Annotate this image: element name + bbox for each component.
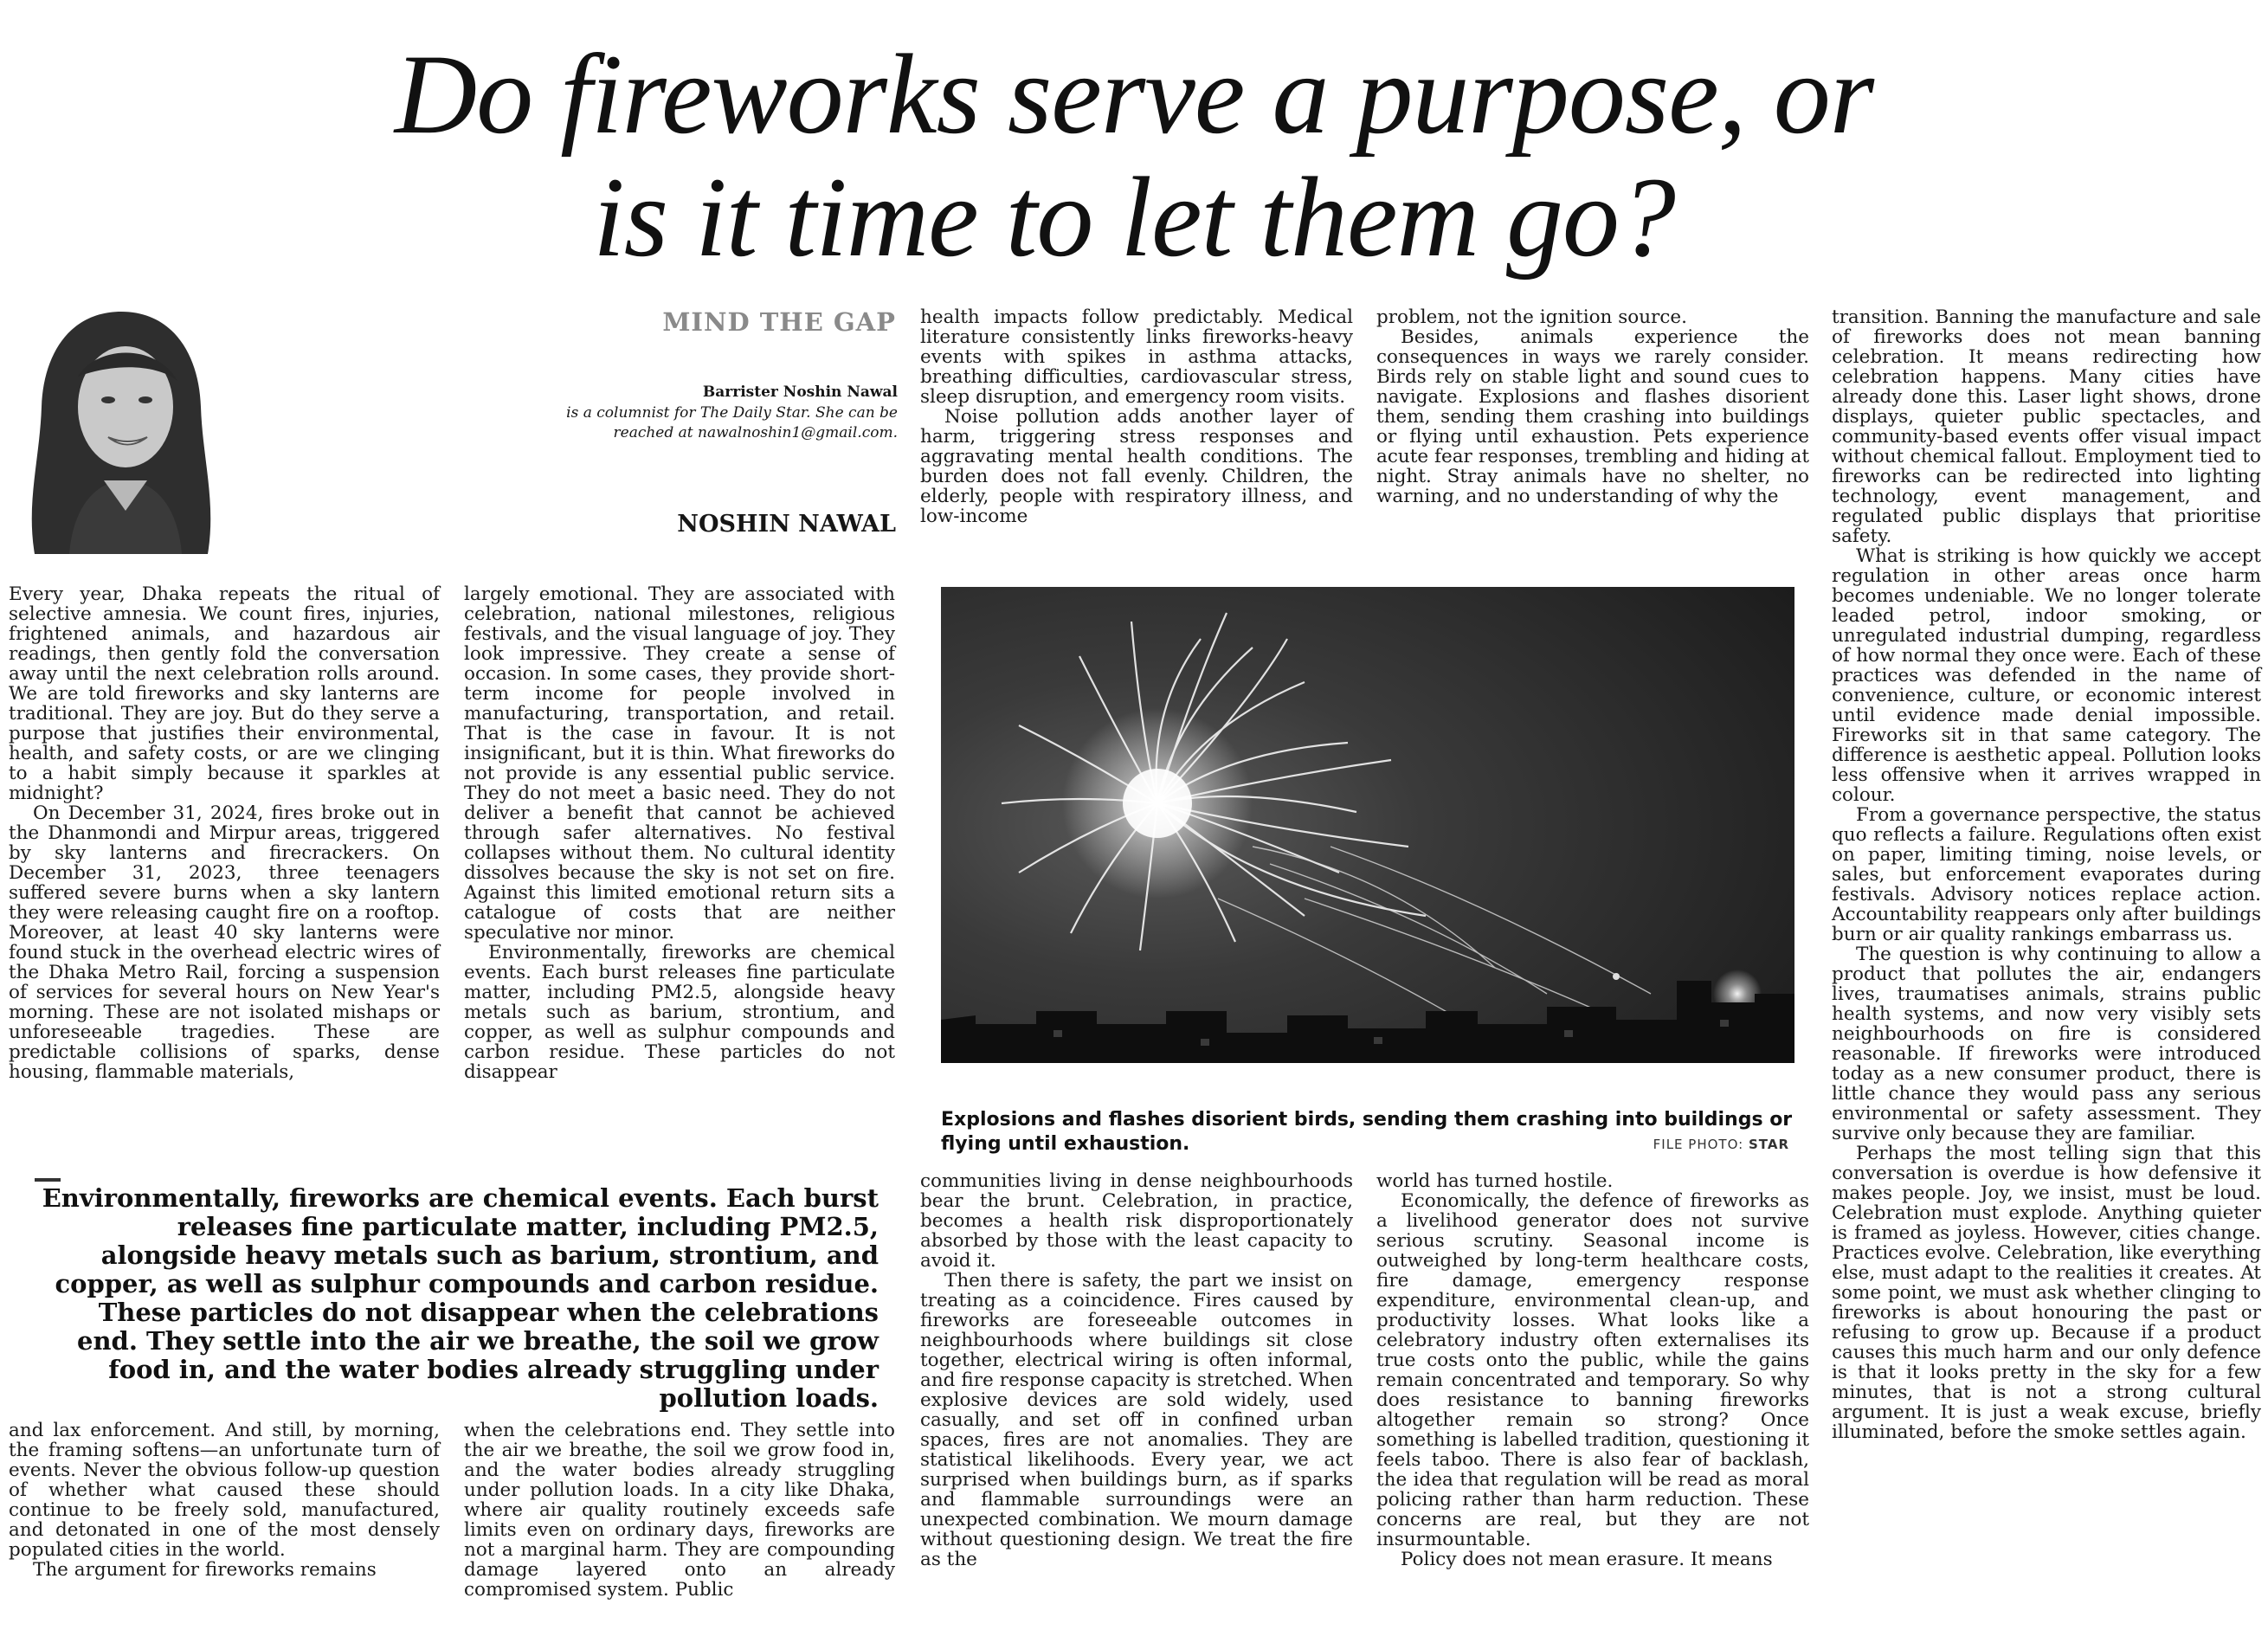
paragraph: problem, not the ignition source. [1376,306,1687,328]
paragraph: The question is why continuing to allow a product that pollutes the air, endangers lives, traumatises animals, strains public health systems, and now very visibly sets neighbourhoods on fire is considered reasonable. If fireworks were introduced today as a new consumer product, there is little chance they would pass any serious environmental or safety assessment. They survive only because they are familiar. [1832,944,2261,1144]
article-column-2-top [464,584,895,1082]
paragraph: Then there is safety, the part we insist on treating as a coincidence. Fires caused by fireworks are foreseeable outcomes in neighbourhoods where buildings sit close together, electrical wiring is often informal, and fire response capacity is stretched. When explosive devices are sold widely, used casually, and set off in confined urban spaces, fires are not anomalies. They are statistical likelihoods. Every year, we act surprised when buildings burn, as if sparks and flammable surroundings were an unexpected combination. We mourn damage without questioning design. We treat the fire as the [920,1270,1353,1570]
paragraph: Policy does not mean erasure. It means [1401,1549,1773,1570]
byline-bio-2: reached at nawalnoshin1@gmail.com. [613,424,898,441]
photo-credit-label: FILE PHOTO: [1653,1137,1744,1152]
paragraph: Economically, the defence of fireworks as a livelihood generator does not survive serious scrutiny. Seasonal income is outweighed by long-term healthcare costs, fire damage, emergency response expenditure, environmental clean-up, and productivity losses. What looks like a celebratory industry often externalises its true costs onto the public, while the gains remain concentrated and temporary. So why does resistance to banning fireworks altogether remain so strong? Once something is labelled tradition, questioning it feels taboo. There is also fear of backlash, the idea that regulation will be read as moral policing rather than harm reduction. These concerns are real, but they are not insurmountable. [1376,1190,1809,1550]
paragraph: communities living in dense neighbourhoods bear the brunt. Celebration, in practice, becomes a health risk disproportionately absorbed by those with the least capacity to avoid it. [920,1170,1353,1272]
paragraph: largely emotional. They are associated with celebration, national milestones, religious festivals, and the visual language of joy. They look impressive. They create a sense of occasion. In some cases, they provide short-term income for people involved in manufacturing, transportation, and retail. That is the case in favour. It is not insignificant, but it is thin. What fireworks do not provide is any essential public service. They do not meet a basic need. They do not deliver a benefit that cannot be achieved through safer alternatives. No festival collapses without them. No cultural identity dissolves because the sky is not set on fire. Against this limited emotional return sits a catalogue of costs that are neither speculative nor minor. [464,583,895,944]
article-column-1-bottom [9,1421,440,1580]
author-portrait [17,294,225,554]
photo-credit-source: STAR [1748,1137,1789,1152]
headline [0,30,2268,280]
headline-line-2: is it time to let them go? [593,153,1675,280]
paragraph: Besides, animals experience the consequences in ways we rarely consider. Birds rely on stable light and sound cues to navigate. Explosions and flashes disorient them, sending them crashing into buildings or flying until exhaustion. Pets experience acute fear responses, trembling and hiding at night. Stray animals have no shelter, no warning, and no understanding of why the [1376,326,1809,507]
photo-caption: Explosions and flashes disorient birds, sending them crashing into buildings or flying until exhaustion. [941,1109,1793,1155]
byline-bio-1: is a columnist for The Daily Star. She can be [566,404,898,422]
headline-line-1: Do fireworks serve a purpose, or [394,30,1874,158]
paragraph: Perhaps the most telling sign that this conversation is overdue is how defensive it makes people. Joy, we insist, must be loud. Celebration must explode. Anything quieter is framed as joyless. However, cities change. Practices evolve. Celebration, like everything else, must adapt to the realities it creates. At some point, we must ask whether clinging to fireworks is about honouring the past or refusing to grow up. Because if a product causes this much harm and our only defence is that it looks pretty in the sky for a few minutes, that is not a strong cultural argument. It is just a weak excuse, briefly illuminated, before the smoke settles again. [1832,1143,2261,1443]
paragraph: What is striking is how quickly we accept regulation in other areas once harm becomes undeniable. We no longer tolerate leaded petrol, indoor smoking, or unregulated industrial dumping, regardless of how normal they once were. Each of these practices was defended in the name of convenience, culture, or economic interest until evidence made denial impossible. Fireworks sit in that same category. The difference is aesthetic appeal. Pollution looks less offensive when it arrives wrapped in colour. [1832,545,2261,806]
article-column-5 [1832,307,2261,1442]
column-kicker: MIND THE GAP [662,307,896,337]
paragraph: transition. Banning the manufacture and sale of fireworks does not mean banning celebration. It means redirecting how celebration happens. Many cities have already done this. Laser light shows, drone displays, quieter public spectacles, and community-based events offer visual impact without chemical fallout. Employment tied to fireworks can be redirected into lighting technology, event management, and regulated public displays that prioritise safety. [1832,306,2261,547]
article-column-2-bottom [464,1421,895,1600]
paragraph: world has turned hostile. [1376,1170,1614,1192]
paragraph: Noise pollution adds another layer of harm, triggering stress responses and aggravating mental health conditions. The burden does not fall evenly. Children, the elderly, people with respiratory illness, and low-income [920,406,1353,527]
article-column-4-bottom [1376,1171,1809,1569]
pull-quote-rule [35,1178,61,1182]
paragraph: From a governance perspective, the status quo reflects a failure. Regulations often exist on paper, limiting timing, noise levels, or sales, but enforcement evaporates during festivals. Advisory notices replace action. Accountability reappears only after buildings burn or air quality rankings embarrass us. [1832,804,2261,945]
photo-credit [1653,1137,1789,1152]
pull-quote: Environmentally, fireworks are chemical events. Each burst releases fine particulate matter, including PM2.5, alongside heavy metals such as barium, strontium, and copper, as well as sulphur compounds and carbon residue. These particles do not disappear when the celebrations end. They settle into the air we breathe, the soil we grow food in, and the water bodies already struggling under pollution loads. [42,1183,879,1413]
paragraph: Every year, Dhaka repeats the ritual of selective amnesia. We count fires, injuries, frightened animals, and hazardous air readings, then gently fold the conversation away until the next celebration rolls around. We are told fireworks and sky lanterns are traditional. They are joy. But do they serve a purpose that justifies their environmental, health, and safety costs, or are we clinging to a habit simply because it sparkles at midnight? [9,583,440,804]
fireworks-photo [941,587,1794,1063]
paragraph: when the celebrations end. They settle into the air we breathe, the soil we grow food in, and the water bodies already struggling under pollution loads. In a city like Dhaka, where air quality routinely exceeds safe limits even on ordinary days, fireworks are not a marginal harm. They are compounding damage layered onto an already compromised system. Public [464,1420,895,1601]
author-name: NOSHIN NAWAL [677,511,896,538]
article-column-3-top [920,307,1353,526]
byline [519,381,898,443]
paragraph: and lax enforcement. And still, by morning, the framing softens—an unfortunate turn of events. Never the obvious follow-up question of whether what caused these should continue to be freely sold, manufactured, and detonated in one of the most densely populated cities in the world. [9,1420,440,1561]
paragraph: On December 31, 2024, fires broke out in the Dhanmondi and Mirpur areas, triggered by sky lanterns and firecrackers. On December 31, 2023, three teenagers suffered severe burns when a sky lantern they were releasing caught fire on a rooftop. Moreover, at least 40 sky lanterns were found stuck in the overhead electric wires of the Dhaka Metro Rail, forcing a suspension of services for several hours on New Year's morning. These are not isolated mishaps or unforeseeable tragedies. These are predictable collisions of sparks, dense housing, flammable materials, [9,802,440,1083]
byline-name: Barrister Noshin Nawal [702,383,898,401]
paragraph: The argument for fireworks remains [33,1559,377,1581]
paragraph: Environmentally, fireworks are chemical events. Each burst releases fine particulate matter, including PM2.5, alongside heavy metals such as barium, strontium, and copper, as well as sulphur compounds and carbon residue. These particles do not disappear [464,942,895,1083]
article-column-3-bottom [920,1171,1353,1569]
paragraph: health impacts follow predictably. Medical literature consistently links fireworks-heavy events with spikes in asthma attacks, breathing difficulties, cardiovascular stress, sleep disruption, and emergency room visits. [920,306,1353,408]
article-column-1-top [9,584,440,1082]
article-column-4-top [1376,307,1809,506]
